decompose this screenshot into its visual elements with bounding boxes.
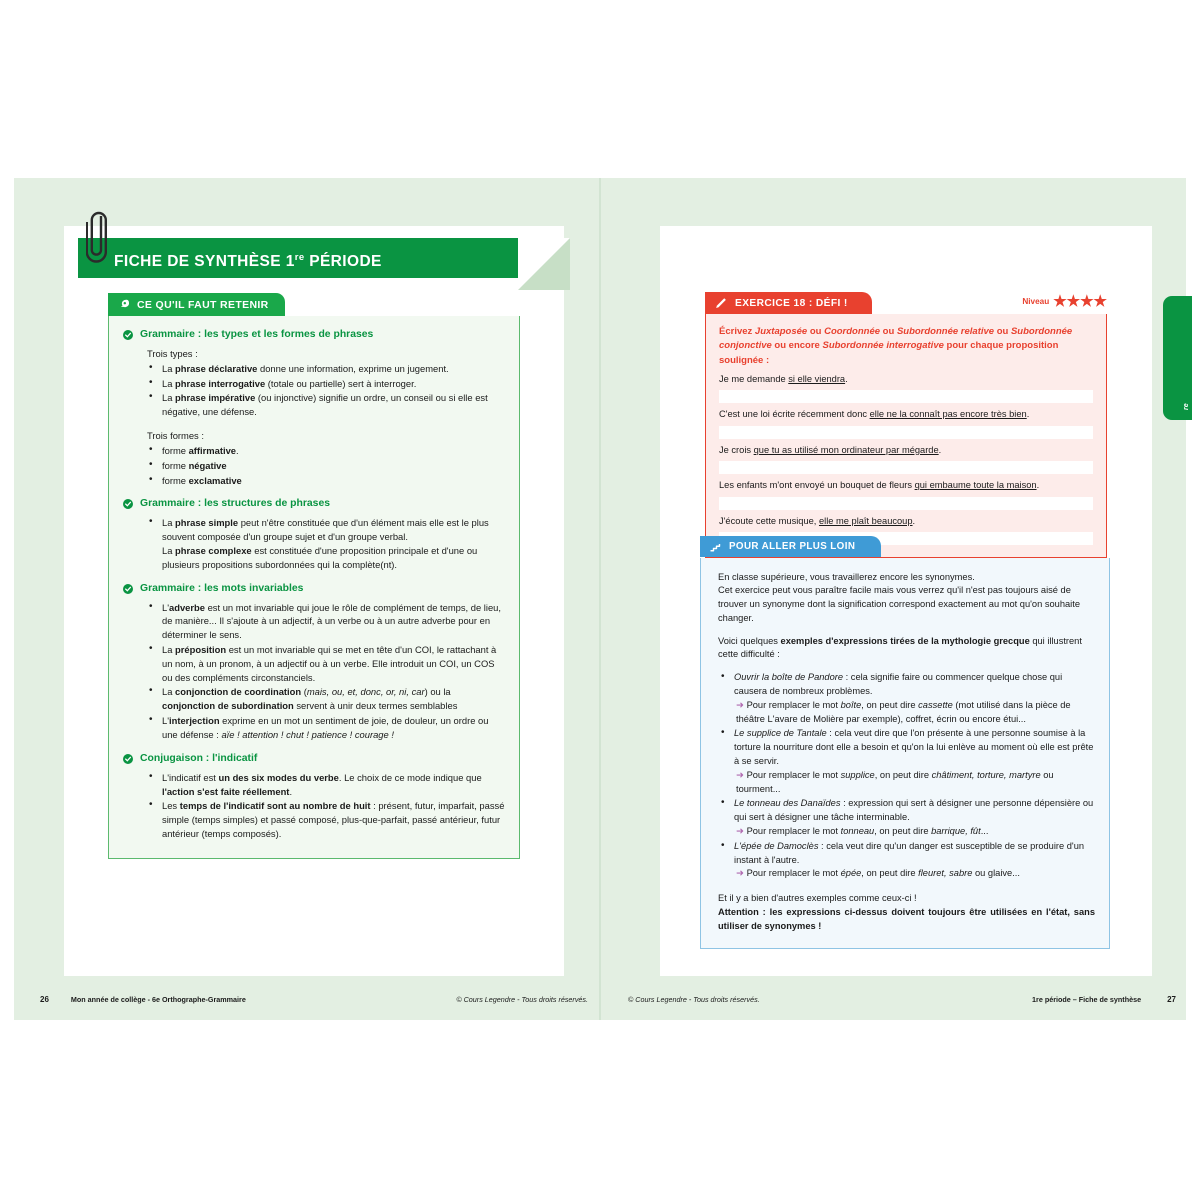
list-item: • Les temps de l'indicatif sont au nombre de huit : présent, futur, imparfait, passé simple (temps simples) et passé composé, plus-que-parfait, passé antérieur, futur antérieur (temps composés). (162, 799, 505, 840)
replacement-note: ➜ Pour remplacer le mot tonneau, on peut dire barrique, fût... (736, 825, 989, 837)
answer-input-line[interactable] (719, 426, 1093, 439)
section-heading-mots-invariables (123, 583, 505, 594)
plus-loin-closing2: Attention : les expressions ci-dessus doivent toujours être utilisées en l'état, sans utiliser de synonymes ! (718, 907, 1095, 931)
plus-loin-card (700, 536, 1110, 949)
list-structures (147, 516, 505, 571)
section-heading-structures (123, 498, 505, 509)
list-item: • La conjonction de coordination (mais, ou, et, donc, or, ni, car) ou la conjonction de subordination servent à unir deux termes semblables (162, 685, 505, 713)
section-heading-types-formes (123, 329, 505, 340)
level-stars: ★★★★ (1053, 293, 1107, 310)
list-item: • Le tonneau des Danaïdes : expression qui sert à désigner une personne dépensière ou qui sert à désigner une tâche interminable. ➜ Pour remplacer le mot tonneau, on peut dire barrique, fût... (734, 797, 1095, 839)
exercise-sentence: Les enfants m'ont envoyé un bouquet de fleurs qui embaume toute la maison. (719, 480, 1040, 491)
check-circle-icon (123, 584, 133, 594)
answer-input-line[interactable] (719, 461, 1093, 474)
section-heading-label: Grammaire : les structures de phrases (140, 498, 331, 510)
list-item: • forme négative (162, 459, 505, 473)
section-heading-indicatif (123, 753, 505, 764)
section-body-indicatif (123, 771, 505, 841)
copyright-notice: © Cours Legendre - Tous droits réservés. (628, 995, 760, 1004)
list-item: • Le supplice de Tantale : cela veut dire que l'on présente à une personne soumise à la torture la nourriture dont elle a besoin et qu'on la lui enlève au moment où elle est prête à se servir. ➜ Pour remplacer le mot supplice, on peut dire châtiment, torture, martyre ou tourment... (734, 727, 1095, 796)
check-circle-icon (123, 330, 133, 340)
brain-head-icon (117, 298, 130, 311)
list-item: • La préposition est un mot invariable qui se met en tête d'un COI, le rattachant à un nom, à un pronom, à un adjectif ou à un verbe. Elle introduit un COI, un COS ou des compléments circonstanciels. (162, 643, 505, 684)
list-trois-types (147, 362, 505, 419)
section-heading-label: Conjugaison : l'indicatif (140, 752, 258, 764)
retenir-card (108, 293, 520, 859)
level-label: Niveau (1022, 297, 1050, 306)
plus-loin-tab-label: POUR ALLER PLUS LOIN (729, 541, 856, 552)
list-item: • La phrase impérative (ou injonctive) signifie un ordre, un conseil ou si elle est négative, une défense. (162, 391, 505, 419)
arrow-circle-icon: ➜ (736, 769, 744, 781)
copyright-notice: © Cours Legendre - Tous droits réservés. (456, 995, 588, 1004)
section-body-mots-invariables (123, 601, 505, 742)
exercise-header-row (705, 292, 1107, 314)
mythology-examples-list (718, 671, 1095, 881)
exercise-body (705, 314, 1107, 558)
answer-input-line[interactable] (719, 497, 1093, 510)
section-label: 1re période – Fiche de synthèse (1032, 995, 1142, 1004)
section-heading-label: Grammaire : les types et les formes de phrases (140, 329, 374, 340)
check-circle-icon (123, 754, 133, 764)
plus-loin-intro (718, 571, 1095, 626)
replacement-note: ➜ Pour remplacer le mot supplice, on peut dire châtiment, torture, martyre ou tourment... (736, 769, 1054, 794)
exercise-tab-header (705, 292, 872, 314)
retenir-card-body (108, 316, 520, 859)
list-item: • L'adverbe est un mot invariable qui joue le rôle de complément de temps, de lieu, de manière... Il s'ajoute à un adjectif, à un verbe ou à un autre adverbe pour en déterminer le sens. (162, 601, 505, 642)
section-body-structures (123, 516, 505, 571)
synthesis-banner (78, 238, 518, 278)
exercise-instruction: Écrivez Juxtaposée ou Coordonnée ou Subordonnée relative ou Subordonnée conjonctive ou encore Subordonnée interrogative pour chaque proposition soulignée : (719, 326, 1073, 366)
check-circle-icon (123, 499, 133, 509)
level-indicator (1022, 294, 1107, 309)
page-gutter (599, 178, 601, 1020)
arrow-circle-icon: ➜ (736, 699, 744, 711)
answer-input-line[interactable] (719, 390, 1093, 403)
banner-title: FICHE DE SYNTHÈSE 1re PÉRIODE (114, 252, 382, 270)
plus-loin-closing1: Et il y a bien d'autres exemples comme ceux-ci ! (718, 893, 917, 904)
retenir-tab-header (108, 293, 285, 316)
list-item: • Ouvrir la boîte de Pandore : cela signifie faire ou commencer quelque chose qui causera de nombreux problèmes. ➜ Pour remplacer le mot boîte, on peut dire cassette (mot utilisé dans la pièce de théâtre L'avare de Molière par exemple), coffret, écrin ou encore étui... (734, 671, 1095, 726)
list-item: • La phrase déclarative donne une information, exprime un jugement. (162, 362, 505, 376)
exercise-tab-label: EXERCICE 18 : DÉFI ! (735, 297, 848, 309)
book-title: Mon année de collège - 6e Orthographe-Grammaire (70, 995, 246, 1004)
period-side-tab[interactable] (1163, 296, 1192, 420)
section-body-types-formes (123, 347, 505, 487)
right-page-footer (628, 995, 1176, 1004)
plus-loin-tab-header (700, 536, 881, 557)
list-trois-formes (147, 444, 505, 487)
list-mots-invariables (147, 601, 505, 742)
list-item: • L'indicatif est un des six modes du verbe. Le choix de ce mode indique que l'action s'est faite réellement. (162, 771, 505, 799)
list-item: • La phrase simple peut n'être constituée que d'un élément mais elle est le plus souvent composée d'un groupe sujet et d'un groupe verbal. La phrase complexe est constituée d'une proposition principale et d'une ou plusieurs propositions subordonnées qui la complète(nt). (162, 516, 505, 571)
lead-trois-formes: Trois formes : (147, 430, 204, 442)
replacement-note: ➜ Pour remplacer le mot épée, on peut dire fleuret, sabre ou glaive... (736, 868, 1020, 880)
stairs-icon (709, 541, 721, 553)
plus-loin-para3: Voici quelques exemples d'expressions tirées de la mythologie grecque qui illustrent cette difficulté : (718, 635, 1082, 660)
exercise-card (705, 292, 1107, 558)
page-fold-triangle (518, 238, 570, 290)
list-item: • L'épée de Damoclès : cela veut dire qu'un danger est susceptible de se produire d'un instant à l'autre. ➜ Pour remplacer le mot épée, on peut dire fleuret, sabre ou glaive... (734, 840, 1095, 882)
list-item: • forme affirmative. (162, 444, 505, 458)
plus-loin-para2: Cet exercice peut vous paraître facile mais vous verrez qu'il n'est pas toujours aisé de trouver un synonyme dont la signification correspond exactement au mot qu'on souhaite changer. (718, 585, 1080, 623)
plus-loin-para1: En classe supérieure, vous travaillerez encore les synonymes. (718, 571, 975, 582)
pencil-icon (714, 297, 727, 310)
list-item: • L'interjection exprime en un mot un sentiment de joie, de douleur, un ordre ou une défense : aïe ! attention ! chut ! patience ! courage ! (162, 714, 505, 742)
replacement-note: ➜ Pour remplacer le mot boîte, on peut dire cassette (mot utilisé dans la pièce de théâtre L'avare de Molière par exemple), coffret, écrin ou encore étui... (736, 699, 1071, 724)
list-item: • La phrase interrogative (totale ou partielle) sert à interroger. (162, 377, 505, 391)
list-indicatif (147, 771, 505, 841)
paperclip-icon (86, 208, 108, 264)
period-side-tab-label: re (1183, 403, 1190, 410)
retenir-tab-label: CE QU'IL FAUT RETENIR (137, 298, 269, 311)
left-page-footer (40, 995, 588, 1004)
plus-loin-body (700, 558, 1110, 949)
lead-trois-types: Trois types : (147, 348, 198, 359)
arrow-circle-icon: ➜ (736, 868, 744, 880)
page-number: 27 (1167, 995, 1176, 1004)
page-number: 26 (40, 995, 49, 1004)
exercise-sentence: C'est une loi écrite récemment donc elle ne la connaît pas encore très bien. (719, 409, 1030, 420)
list-item: • forme exclamative (162, 474, 505, 488)
exercise-sentence: Je me demande si elle viendra. (719, 373, 848, 384)
exercise-sentence: J'écoute cette musique, elle me plaît beaucoup. (719, 515, 916, 526)
section-heading-label: Grammaire : les mots invariables (140, 582, 304, 594)
arrow-circle-icon: ➜ (736, 825, 744, 837)
exercise-sentence: Je crois que tu as utilisé mon ordinateur par mégarde. (719, 444, 942, 455)
